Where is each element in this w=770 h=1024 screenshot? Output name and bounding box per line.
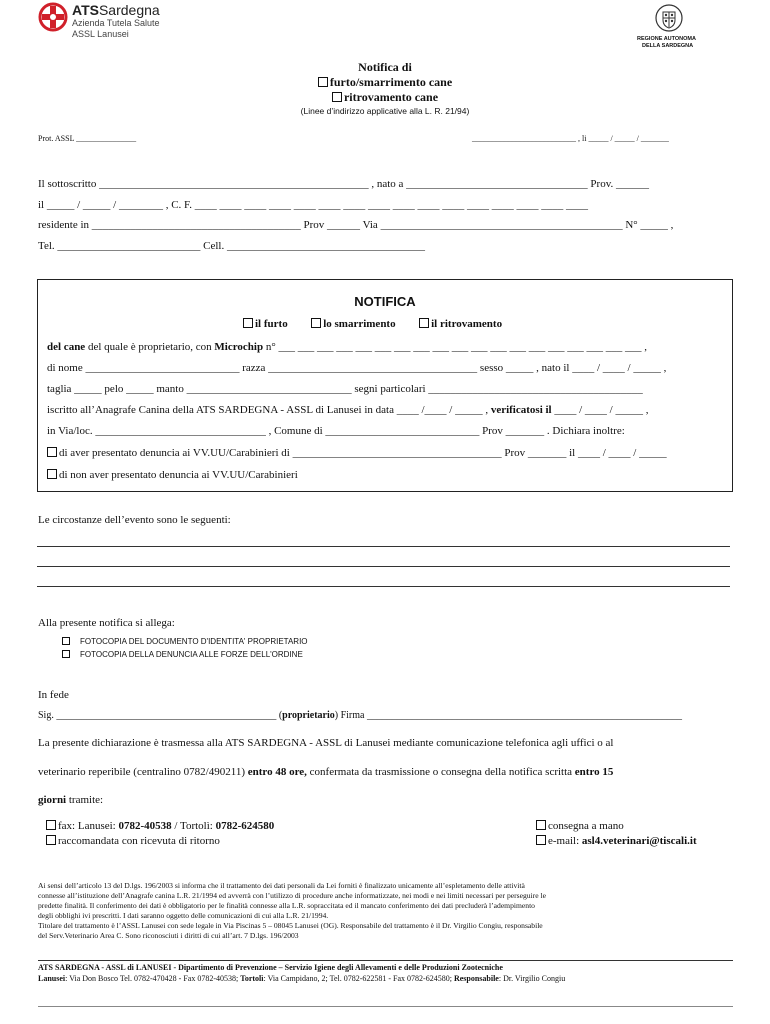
circostanze-label: Le circostanze dell’evento sono le seguenti: [38,514,231,526]
sig-proprietario: proprietario [282,710,335,721]
checkbox-consegna-mano[interactable] [536,820,546,830]
option-fax[interactable] [46,820,274,832]
notifica-options [243,318,502,330]
title-option-ritrovamento-label: ritrovamento cane [343,90,439,104]
title-option-ritrovamento [0,90,770,105]
consegna-label: consegna a mano [548,820,624,832]
privacy-line-2: connesse all’istituzione dell’Anagrafe canina L.R. 21/1994 ed avverrà con l’utilizzo di procedure anche informatizzate, nei modi e nei limiti necessari per perseguire le [38,891,546,900]
ats-logo [38,2,178,42]
allegato-item-1-label: FOTOCOPIA DEL DOCUMENTO D'IDENTITA' PROPRIETARIO [80,637,308,646]
row4-end: ____ / ____ / _____ , [551,404,649,416]
notifica-row-microchip[interactable] [47,341,647,353]
title-line1: Notifica di [358,60,412,74]
fax-label: fax: Lanusei: [58,820,119,832]
logo-brand-rest: Sardegna [98,2,160,18]
privacy-line-5: Titolare del trattamento è l’ASSL Lanusei con sede legale in Via Piscinas 5 – 08045 Lanusei (OG). Responsabile del trattamento è il Dr. Virgilio Congiu, responsabile [38,921,543,930]
footer-divider [38,960,733,961]
checkbox-allegato-denuncia[interactable] [62,650,70,658]
row6-text: di aver presentato denuncia ai VV.UU/Carabinieri di ______________________________________ Prov _______ il ____ / ____ / _____ [59,447,667,459]
title-subtitle: (Linee d’indirizzo applicative alla L. R. 21/94) [300,106,470,116]
personal-line-3[interactable]: residente in ______________________________________ Prov ______ Via ____________________________________________ N° _____ , [38,219,674,231]
row1-end: n° ___ ___ ___ ___ ___ ___ ___ ___ ___ ___ ___ ___ ___ ___ ___ ___ ___ ___ ___ , [263,341,647,353]
row1-mid: del quale è proprietario, con [85,341,215,353]
footer-responsabile-text: : Dr. Virgilio Congiu [498,974,566,983]
personal-line-2[interactable]: il _____ / _____ / ________ , C. F. ____ ____ ____ ____ ____ ____ ____ ____ ____ ____ ____ ____ ____ ____ ____ ____ [38,199,589,211]
notifica-row-via[interactable]: in Via/loc. _______________________________ , Comune di ____________________________ Prov _______ . Dichiara inoltre: [47,425,625,437]
p2-start: veterinario reperibile (centralino 0782/490211) [38,766,248,778]
privacy-line-3: predette finalità. Il conferimento dei dati è obbligatorio per le finalità connesse alla L.R. sopraccitata ed il mancato conferimento dei dati precluderà l’adempimento [38,901,535,910]
privacy-line-1: Ai sensi dell’articolo 13 del D.lgs. 196/2003 si informa che il trattamento dei dati personali da Lei forniti è finalizzato unicamente all’espletamento delle attività [38,881,525,890]
checkbox-denuncia-presentata[interactable] [47,447,57,457]
circostanze-line-2[interactable] [37,566,730,567]
circostanze-line-3[interactable] [37,586,730,587]
privacy-notice [38,881,546,941]
personal-line-4[interactable]: Tel. __________________________ Cell. ____________________________________ [38,240,425,252]
trasmissione-p2 [38,766,613,778]
option-consegna[interactable] [536,820,624,832]
row4-bold: verificatosi il [490,404,552,416]
privacy-line-4: degli obblighi ivi prescritti. I dati saranno oggetto delle comunicazioni di cui alla L.R. 21/1994. [38,911,329,920]
title-option-furto [0,75,770,90]
footer-responsabile: Responsabile [453,974,499,983]
footer-tortoli: Tortolì [240,974,264,983]
logo-brand-bold: ATS [72,2,99,18]
prot-field[interactable]: Prot. ASSL _______________ [38,134,137,143]
email-label: e-mail: [548,835,582,847]
region-logo [634,3,704,49]
p2-mid: confermata da trasmissione o consegna della notifica scritta [306,766,575,778]
option-lo-smarrimento: lo smarrimento [323,318,396,330]
checkbox-lo-smarrimento[interactable] [311,318,321,328]
notifica-row-anagrafe[interactable] [47,404,649,416]
signature-line[interactable] [38,710,682,721]
fax-lanusei: 0782-40538 [118,820,172,832]
sig-end: ) Firma _______________________________________________________________ [334,710,682,721]
logo-line3: ASSL Lanusei [72,29,129,39]
notifica-heading: NOTIFICA [354,294,416,309]
circostanze-line-1[interactable] [37,546,730,547]
sig-start: Sig. ____________________________________________ ( [38,710,283,721]
checkbox-allegato-documento[interactable] [62,637,70,645]
footer-lanusei: Lanusei [38,974,66,983]
footer-line-1: ATS SARDEGNA - ASSL di LANUSEI - Dipartimento di Prevenzione – Servizio Igiene degli Allevamenti e delle Produzioni Zootecniche [38,963,503,972]
date-place-field[interactable]: __________________________ , li _____ / _____ / _______ [472,134,669,143]
footer-line-2 [38,974,565,983]
row4-start: iscritto all’Anagrafe Canina della ATS SARDEGNA - ASSL di Lanusei in data ____ /____ / _____ , [47,404,491,416]
row7-text: di non aver presentato denuncia ai VV.UU/Carabinieri [59,469,298,481]
bottom-rule [38,1006,733,1007]
row1-bold: del cane [47,341,86,353]
email-address: asl4.veterinari@tiscali.it [581,835,697,847]
footer-tortoli-text: : Via Campidano, 2; Tel. 0782-622581 - Fax 0782-624580; [263,974,454,983]
checkbox-denuncia-non-presentata[interactable] [47,469,57,479]
notifica-row-nome[interactable]: di nome ____________________________ razza ______________________________________ sesso _____ , nato il ____ / ____ / _____ , [47,362,667,374]
allegato-item-2-label: FOTOCOPIA DELLA DENUNCIA ALLE FORZE DELL'ORDINE [80,650,303,659]
checkbox-email[interactable] [536,835,546,845]
fax-sep: / Tortolì: [171,820,216,832]
raccomandata-label: raccomandata con ricevuta di ritorno [58,835,220,847]
allegato-item-2[interactable] [62,650,303,659]
p3-end: tramite: [66,794,104,806]
notifica-row-denuncia-si[interactable] [47,447,667,459]
row1-microchip: Microchip [214,341,264,353]
allegati-label: Alla presente notifica si allega: [38,617,175,629]
checkbox-il-furto[interactable] [243,318,253,328]
p3-bold: giorni [38,794,67,806]
region-coat-of-arms-icon [654,3,684,33]
title-block [0,60,770,105]
option-raccomandata[interactable] [46,835,220,847]
region-line2: DELLA SARDEGNA [642,43,694,49]
title-option-furto-label: furto/smarrimento cane [329,75,453,89]
fax-tortoli: 0782-624580 [215,820,275,832]
in-fede: In fede [38,689,69,701]
checkbox-il-ritrovamento[interactable] [419,318,429,328]
checkbox-furto-smarrimento[interactable] [318,77,328,87]
trasmissione-p3 [38,794,103,806]
checkbox-raccomandata[interactable] [46,835,56,845]
checkbox-fax[interactable] [46,820,56,830]
option-email[interactable] [536,835,697,847]
notifica-row-taglia[interactable]: taglia _____ pelo _____ manto ______________________________ segni particolari _______________________________________ [47,383,643,395]
allegato-item-1[interactable] [62,637,308,646]
ats-cross-icon [38,2,68,32]
p2-bold-15: entro 15 [574,766,614,778]
notifica-row-denuncia-no[interactable] [47,469,298,481]
privacy-line-6: del Serv.Veterinario Area C. Sono riconosciuti i diritti di cui all’art. 7 D.lgs. 196/2003 [38,931,299,940]
footer-lanusei-text: : Via Don Bosco Tel. 0782-470428 - Fax 0782-40538; [65,974,241,983]
personal-line-1[interactable]: Il sottoscritto _________________________________________________ , nato a _________________________________ Prov. ______ [38,178,649,190]
logo-line2: Azienda Tutela Salute [72,18,160,28]
trasmissione-p1: La presente dichiarazione è trasmessa alla ATS SARDEGNA - ASSL di Lanusei mediante comunicazione telefonica agli uffici o al [38,737,614,749]
p2-bold-48: entro 48 ore, [247,766,307,778]
region-line1: REGIONE AUTONOMA [637,36,696,42]
option-il-furto: il furto [255,318,288,330]
checkbox-ritrovamento[interactable] [332,92,342,102]
option-il-ritrovamento: il ritrovamento [431,318,503,330]
